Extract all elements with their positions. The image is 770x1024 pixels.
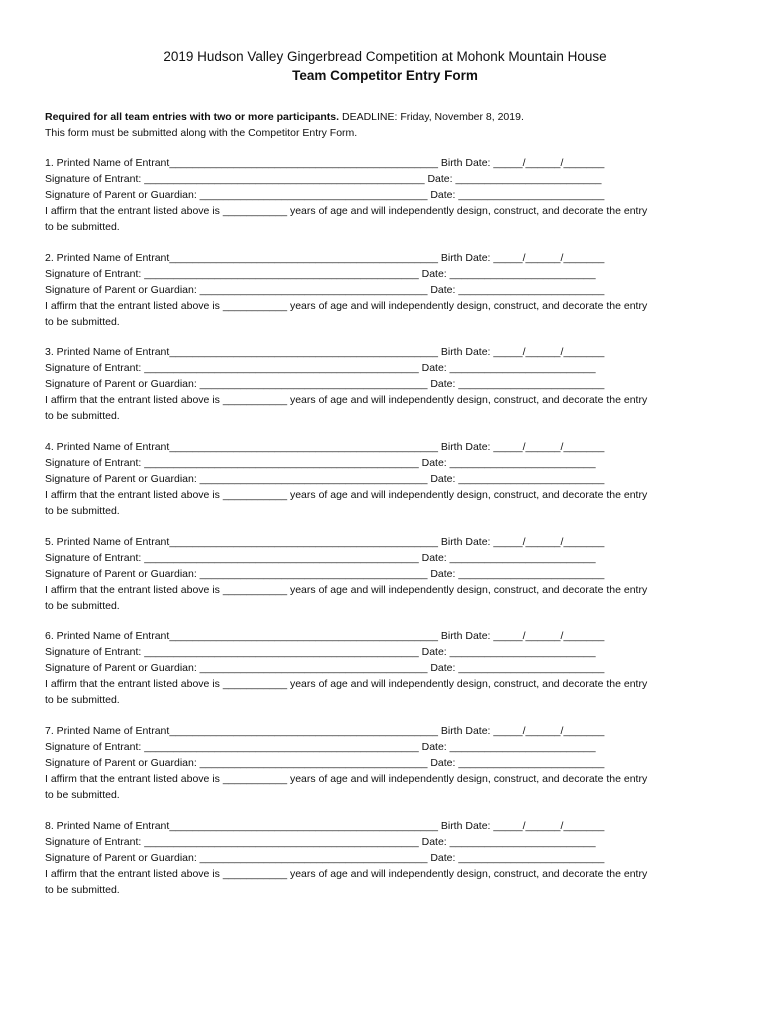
age-affirmation-cont: to be submitted. xyxy=(45,505,120,518)
entrant-block-6 xyxy=(45,628,735,723)
age-affirmation-cont: to be submitted. xyxy=(45,694,120,707)
age-affirmation-cont: to be submitted. xyxy=(45,221,120,233)
entrant-block-8 xyxy=(45,818,735,913)
requirement-line xyxy=(45,109,735,125)
entrant-signature-field[interactable]: Signature of Entrant: _______________________________________________ Date: _________________________ xyxy=(45,835,596,848)
guardian-signature-field[interactable]: Signature of Parent or Guardian: _______________________________________ Date: _________________________ xyxy=(45,189,605,201)
entrant-block-3 xyxy=(45,344,735,439)
entrant-name-field[interactable]: 7. Printed Name of Entrant______________________________________________ Birth Date: _____/______/_______ xyxy=(45,725,605,738)
form-subtitle: Team Competitor Entry Form xyxy=(292,68,478,83)
guardian-signature-field[interactable]: Signature of Parent or Guardian: _______________________________________ Date: _________________________ xyxy=(45,283,605,296)
entrant-block-1 xyxy=(45,155,735,250)
entrant-signature-field[interactable]: Signature of Entrant: _______________________________________________ Date: _________________________ xyxy=(45,457,596,470)
age-affirmation[interactable]: I affirm that the entrant listed above is ___________ years of age and will independently design, construct, and decorate the entry xyxy=(45,489,648,502)
age-affirmation-cont: to be submitted. xyxy=(45,599,120,612)
entrant-block-2 xyxy=(45,250,735,345)
entrant-block-5 xyxy=(45,534,735,629)
intro-block xyxy=(45,109,735,141)
entrant-signature-field[interactable]: Signature of Entrant: _______________________________________________ Date: _________________________ xyxy=(45,362,596,375)
age-affirmation[interactable]: I affirm that the entrant listed above is ___________ years of age and will independently design, construct, and decorate the entry xyxy=(45,394,648,407)
age-affirmation[interactable]: I affirm that the entrant listed above is ___________ years of age and will independently design, construct, and decorate the entry xyxy=(45,299,648,312)
guardian-signature-field[interactable]: Signature of Parent or Guardian: _______________________________________ Date: _________________________ xyxy=(45,851,605,864)
guardian-signature-field[interactable]: Signature of Parent or Guardian: _______________________________________ Date: _________________________ xyxy=(45,473,605,486)
entrant-signature-field[interactable]: Signature of Entrant: ________________________________________________ Date: _________________________ xyxy=(45,173,602,185)
age-affirmation[interactable]: I affirm that the entrant listed above is ___________ years of age and will independently design, construct, and decorate the entry xyxy=(45,678,648,691)
form-header xyxy=(0,48,770,86)
age-affirmation-cont: to be submitted. xyxy=(45,315,120,328)
entrant-name-field[interactable]: 5. Printed Name of Entrant______________________________________________ Birth Date: _____/______/_______ xyxy=(45,535,605,548)
entrant-list xyxy=(45,155,735,913)
entrant-name-field[interactable]: 8. Printed Name of Entrant______________________________________________ Birth Date: _____/______/_______ xyxy=(45,819,605,832)
guardian-signature-field[interactable]: Signature of Parent or Guardian: _______________________________________ Date: _________________________ xyxy=(45,567,605,580)
entrant-signature-field[interactable]: Signature of Entrant: _______________________________________________ Date: _________________________ xyxy=(45,741,596,754)
entrant-name-field[interactable]: 3. Printed Name of Entrant______________________________________________ Birth Date: _____/______/_______ xyxy=(45,346,605,359)
requirement-text: Required for all team entries with two or more participants. xyxy=(45,111,340,123)
entrant-name-field[interactable]: 4. Printed Name of Entrant______________________________________________ Birth Date: _____/______/_______ xyxy=(45,441,605,454)
entrant-signature-field[interactable]: Signature of Entrant: _______________________________________________ Date: _________________________ xyxy=(45,646,596,659)
age-affirmation-cont: to be submitted. xyxy=(45,883,120,896)
age-affirmation[interactable]: I affirm that the entrant listed above is ___________ years of age and will independently design, construct, and decorate the entry xyxy=(45,867,648,880)
age-affirmation[interactable]: I affirm that the entrant listed above is ___________ years of age and will independently design, construct, and decorate the entry xyxy=(45,773,648,786)
form-title: 2019 Hudson Valley Gingerbread Competition at Mohonk Mountain House xyxy=(163,49,607,64)
deadline-text: DEADLINE: Friday, November 8, 2019. xyxy=(339,111,524,123)
entrant-signature-field[interactable]: Signature of Entrant: _______________________________________________ Date: _________________________ xyxy=(45,551,596,564)
guardian-signature-field[interactable]: Signature of Parent or Guardian: _______________________________________ Date: _________________________ xyxy=(45,662,605,675)
age-affirmation-cont: to be submitted. xyxy=(45,789,120,802)
guardian-signature-field[interactable]: Signature of Parent or Guardian: _______________________________________ Date: _________________________ xyxy=(45,757,605,770)
submission-note: This form must be submitted along with the Competitor Entry Form. xyxy=(45,127,358,139)
entrant-name-field[interactable]: 1. Printed Name of Entrant______________________________________________ Birth Date: _____/______/_______ xyxy=(45,157,605,169)
entrant-block-7 xyxy=(45,723,735,818)
entrant-signature-field[interactable]: Signature of Entrant: _______________________________________________ Date: _________________________ xyxy=(45,267,596,280)
age-affirmation[interactable]: I affirm that the entrant listed above is ___________ years of age and will independently design, construct, and decorate the entry xyxy=(45,583,648,596)
entrant-block-4 xyxy=(45,439,735,534)
entrant-name-field[interactable]: 6. Printed Name of Entrant______________________________________________ Birth Date: _____/______/_______ xyxy=(45,630,605,643)
age-affirmation[interactable]: I affirm that the entrant listed above is ___________ years of age and will independently design, construct, and decorate the entry xyxy=(45,205,648,217)
entrant-name-field[interactable]: 2. Printed Name of Entrant______________________________________________ Birth Date: _____/______/_______ xyxy=(45,251,605,264)
guardian-signature-field[interactable]: Signature of Parent or Guardian: _______________________________________ Date: _________________________ xyxy=(45,378,605,391)
age-affirmation-cont: to be submitted. xyxy=(45,410,120,423)
